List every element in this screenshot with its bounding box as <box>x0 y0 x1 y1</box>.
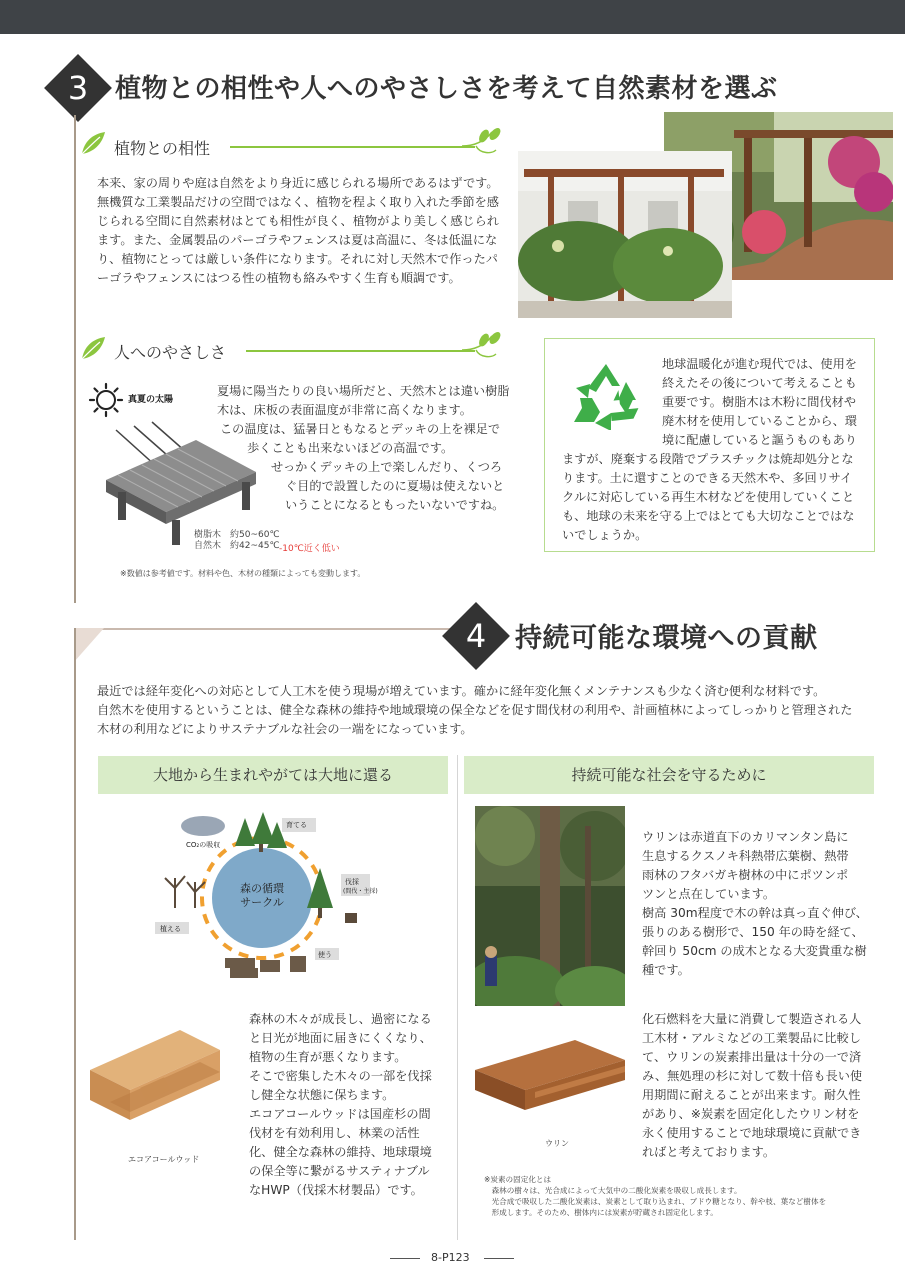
cycle-heading: 大地から生まれやがては大地に還る <box>98 756 448 794</box>
ulin-caption: ウリン <box>545 1139 569 1148</box>
top-bar <box>0 0 905 34</box>
vine-icon <box>462 332 506 362</box>
sustainable-heading: 持続可能な社会を守るために <box>464 756 874 794</box>
cycle-label-co2: CO₂の吸収 <box>186 841 221 849</box>
section-3-number: 3 <box>67 69 89 107</box>
section-4-rule <box>74 628 76 1240</box>
plants-body: 本来、家の周りや庭は自然をより身近に感じられる場所であるはずです。 無機質な工業製品だけの空間ではなく、植物を程よく取り入れた季節を感 じられる空間に自然素材はとても相性が良く、植物がより美しく感じられ ます。また、金属製品のパーゴラやフェンスは夏は高温に、冬は低温にな り、植物にとっては厳しい条件になります。それに対し天然木で作ったパ ーゴラやフェンスにはつる性の植物も絡みやすく生育も順調です。 <box>97 176 499 285</box>
cycle-center: 森の循環 サークル <box>240 882 284 909</box>
cycle-label-cut-sub: (間伐・主採) <box>343 888 378 895</box>
ulin-body: ウリンは赤道直下のカリマンタン島に 生息するクスノキ科熱帯広葉樹、熱帯 雨林のフタバガキ樹林の中にポツンポ ツンと点在しています。 樹高 30m程度で木の幹は真っ直ぐ伸び、 張りのある樹形で、150 年の時を経て、 幹回り 50cm の成木となる大変貴重な樹 種です。 <box>642 830 868 977</box>
people-body: 夏場に陽当たりの良い場所だと、天然木とは違い樹脂 木は、床板の表面温度が非常に高くなります。 この温度は、猛暑日ともなるとデッキの上を裸足で 歩くことも出来ないほどの高温です。 せっかくデッキの上で楽しんだり、くつろ ぐ目的で設置したのに夏場は使えないと いうことになるともったいないですね。 <box>217 384 510 512</box>
sun-icon <box>88 382 124 418</box>
cycle-body: 森林の木々が成長し、過密になる と日光が地面に届きにくくなり、 植物の生育が悪くなります。 そこで密集した木々の一部を伐採 し健全な状態に保ちます。 エコアコールウッドは国産杉の間 伐材を有効利用し、林業の活性 化、健全な森林の維持、地球環境 の保全等に繋がるサスティナブル なHWP（伐採木材製品）です。 <box>249 1012 432 1197</box>
leaf-icon <box>78 128 108 158</box>
people-heading-line <box>246 350 475 352</box>
sun-label: 真夏の太陽 <box>128 395 174 405</box>
temp-natural: 自然木 約42~45℃ <box>194 541 280 551</box>
plants-heading-line <box>230 146 475 148</box>
footer-line-right <box>484 1258 514 1259</box>
cycle-label-grow: 育てる <box>286 821 307 829</box>
section-4-intro: 最近では経年変化への対応として人工木を使う現場が増えています。確かに経年変化無くメンテナンスも少なく済む便利な材料です。 自然木を使用するということは、健全な森林の維持や地域環境の保全などを促す間伐材の利用や、計画植林によってしっかりと管理された 木材の利用などによりサステナブルな社会の一端をになっています。 <box>97 684 853 736</box>
section-4-divider <box>74 628 494 662</box>
leaf-icon <box>78 333 108 363</box>
cycle-label-cut: 伐採 <box>345 878 359 886</box>
carbon-footnote: ※炭素の固定化とは 森林の樹々は、光合成によって大気中の二酸化炭素を吸収し成長します。 光合成で吸収した二酸化炭素は、炭素として取り込まれ、ブドウ糖となり、幹や枝、葉など樹体を 形成します。そのため、樹体内には炭素が貯蔵され固定化します。 <box>484 1175 827 1217</box>
vine-icon <box>462 128 506 158</box>
people-heading: 人へのやさしさ <box>114 343 227 362</box>
ulin-forest-photo <box>475 806 625 1006</box>
cycle-label-use: 使う <box>318 951 332 959</box>
plants-heading: 植物との相性 <box>114 139 211 158</box>
eco-charcoal-wood-image <box>90 1020 230 1140</box>
section-3-rule <box>74 115 76 603</box>
footer-line-left <box>390 1258 420 1259</box>
temp-diff: -10℃近く低い <box>279 544 340 554</box>
section-4-number: 4 <box>465 617 487 655</box>
temperature-list <box>194 530 280 552</box>
garden-photo-house <box>518 151 732 318</box>
cycle-label-plant: 植える <box>160 925 181 933</box>
eco-wood-caption: エコアコールウッド <box>128 1155 200 1164</box>
ulin-wood-image <box>475 1030 625 1120</box>
recycle-body: 地球温暖化が進む現代では、使用を 終えたその後について考えることも 重要です。樹脂木は木粉に間伐材や 廃木材を使用していることから、環 境に配慮していると謳うものもあり ますが、廃棄する段階でプラスチックは焼却処分とな ります。土に還すことのできる天然木や、多回リサイ クルに対応している再生木材などを使用していくこと も、地球の未来を守る上ではとても大切なことではな いでしょうか。 <box>562 357 857 542</box>
temp-resin: 樹脂木 約50~60℃ <box>194 530 280 540</box>
temp-note: ※数値は参考値です。材料や色、木材の種類によっても変動します。 <box>120 569 366 578</box>
page-number: 8-P123 <box>431 1251 470 1264</box>
column-divider <box>457 755 458 1240</box>
section-3-title: 植物との相性や人へのやさしさを考えて自然素材を選ぶ <box>115 74 778 104</box>
carbon-body: 化石燃料を大量に消費して製造される人 工木材・アルミなどの工業製品に比較し て、ウリンの炭素排出量は十分の一で済 み、無処理の杉に対して数十倍も長い使 用期間に耐えることが出来ます。耐久性 があり、※炭素を固定化したウリン材を 永く使用することで地球環境に貢献でき ればと考えております。 <box>642 1012 863 1159</box>
section-4-title: 持続可能な環境への貢献 <box>515 623 818 654</box>
